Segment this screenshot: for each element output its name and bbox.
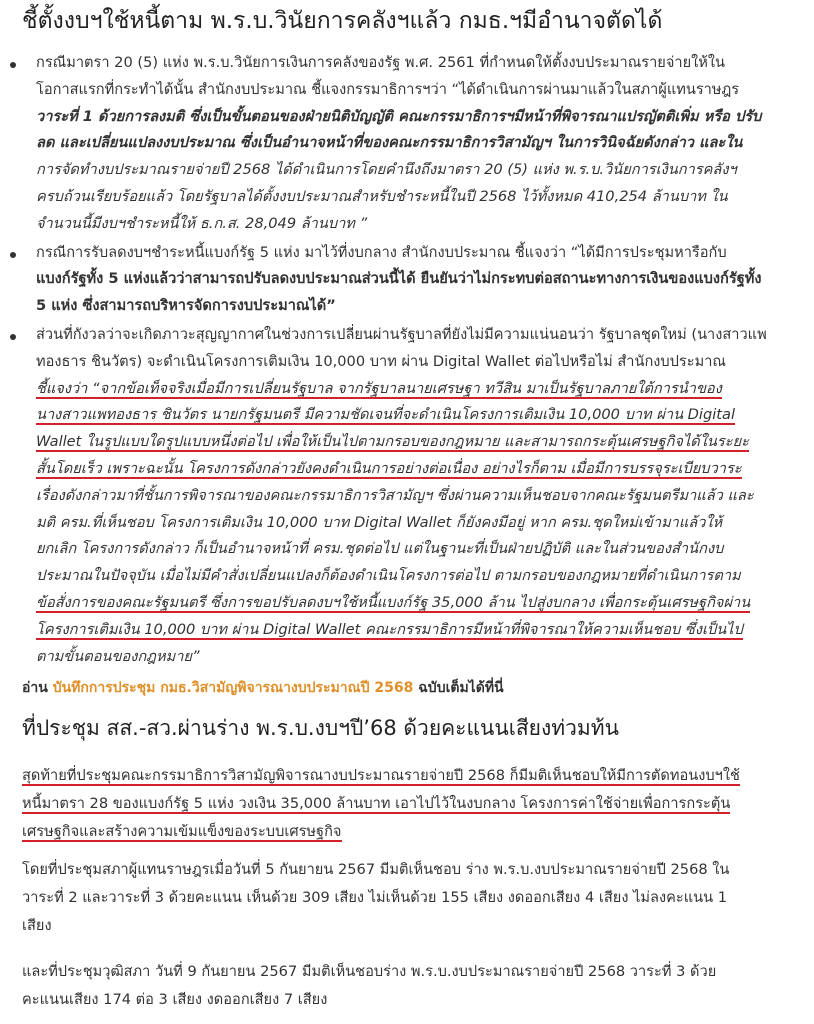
underlined-quote-line: ข้อสั่งการของคณะรัฐมนตรี ซึ่งการขอปรับลดงบฯใช้หนี้แบงก์รัฐ 35,000 ล้าน ไปสู่งบกลาง เพื่อกระตุ้นเศรษฐกิจผ่าน bbox=[36, 593, 751, 611]
article-heading: ชี้ตั้งงบฯใช้หนี้ตาม พ.ร.บ.วินัยการคลังฯแล้ว กมธ.ฯมีอำนาจตัดได้ bbox=[22, 8, 663, 34]
bullet-dot-icon bbox=[10, 62, 16, 68]
quote-line: ครบถ้วนเรียบร้อยแล้ว โดยรัฐบาลได้ตั้งงบประมาณสำหรับชำระหนี้ในปี 2568 ไว้ทั้งหมด 410,254 ล้านบาท ใน bbox=[36, 187, 728, 205]
bullet-item-1 bbox=[0, 50, 814, 238]
read-more-suffix: ฉบับเต็มได้ที่นี่ bbox=[418, 680, 504, 696]
quote-line: ลด และเปลี่ยนแปลงงบประมาณ ซึ่งเป็นอำนาจหน้าที่ของคณะกรรมาธิการวิสามัญฯ ในการวินิจฉัยดังกล่าว และใน bbox=[36, 134, 743, 152]
quote-line: 5 แห่ง ซึ่งสามารถบริหารจัดการงบประมาณได้” bbox=[36, 297, 336, 315]
text-line: เสียง bbox=[22, 917, 52, 934]
quote-line: เรื่องดังกล่าวมาที่ชั้นการพิจารณาของคณะกรรมาธิการวิสามัญฯ ซึ่งผ่านความเห็นชอบจากคณะรัฐมนตรีมาแล้ว และ bbox=[36, 486, 754, 504]
bullet-list bbox=[0, 50, 814, 672]
quote-line: จำนวนนี้มีงบฯชำระหนี้ให้ ธ.ก.ส. 28,049 ล้านบาท ” bbox=[36, 214, 368, 232]
quote-line: การจัดทำงบประมาณรายจ่ายปี 2568 ได้ดำเนินการโดยคำนึงถึงมาตรา 20 (5) แห่ง พ.ร.บ.วินัยการเงินการคลังฯ bbox=[36, 161, 737, 179]
bullet-item-3 bbox=[0, 322, 814, 670]
bullet-dot-icon bbox=[10, 252, 16, 258]
bullet-item-2 bbox=[0, 240, 814, 320]
senate-vote-paragraph bbox=[22, 958, 792, 1014]
text-line: กรณีมาตรา 20 (5) แห่ง พ.ร.บ.วินัยการเงินการคลังของรัฐ พ.ศ. 2561 ที่กำหนดให้ตั้งงบประมาณรายจ่ายให้ใน bbox=[36, 54, 725, 71]
underlined-quote-line: สั้นโดยเร็ว เพราะฉะนั้น โครงการดังกล่าวยังคงดำเนินการอย่างต่อเนื่อง อย่างไรก็ตาม เมื่อมีการบรรจุระเบียบวาระ bbox=[36, 459, 742, 477]
text-line: คะแนนเสียง 174 ต่อ 3 เสียง งดออกเสียง 7 เสียง bbox=[22, 991, 328, 1008]
read-more-prefix: อ่าน bbox=[22, 680, 48, 696]
quote-line: วาระที่ 1 ด้วยการลงมติ ซึ่งเป็นขั้นตอนของฝ่ายนิติบัญญัติ คณะกรรมาธิการฯมีหน้าที่พิจารณาแปรญัตติเพิ่ม หรือ ปรับ bbox=[36, 107, 762, 125]
text-line: กรณีการรับลดงบฯชำระหนี้แบงก์รัฐ 5 แห่ง มาไว้ที่งบกลาง สำนักงบประมาณ ชี้แจงว่า “ได้มีการประชุมหารือกับ bbox=[36, 243, 727, 261]
house-vote-paragraph bbox=[22, 856, 792, 940]
quote-line: ยกเลิก โครงการดังกล่าว ก็เป็นอำนาจหน้าที่ ครม.ชุดต่อไป แต่ในฐานะที่เป็นฝ่ายปฏิบัติ และในส่วนของสำนักงบ bbox=[36, 540, 724, 558]
underlined-text-line: สุดท้ายที่ประชุมคณะกรรมาธิการวิสามัญพิจารณางบประมาณรายจ่ายปี 2568 ก็มีมติเห็นชอบให้มีการตัดทอนงบฯใช้ bbox=[22, 767, 740, 784]
meeting-record-link[interactable]: บันทึกการประชุม กมธ.วิสามัญพิจารณางบประมาณปี 2568 bbox=[52, 680, 414, 696]
quote-line: แบงก์รัฐทั้ง 5 แห่งแล้วว่าสามารถปรับลดงบประมาณส่วนนี้ได้ ยืนยันว่าไม่กระทบต่อสถานะทางการเงินของแบงก์รัฐทั้ง bbox=[36, 270, 762, 288]
underlined-quote-line: ชี้แจงว่า “จากข้อเท็จจริงเมื่อมีการเปลี่ยนรัฐบาล จากรัฐบาลนายเศรษฐา ทวีสิน มาเป็นรัฐบาลภายใต้การนำของ bbox=[36, 379, 722, 397]
quote-line: ตามขั้นตอนของกฎหมาย” bbox=[36, 647, 200, 665]
quote-line: ประมาณในปัจจุบัน เมื่อไม่มีคำสั่งเปลี่ยนแปลงก็ต้องดำเนินโครงการต่อไป ตามกรอบของกฎหมายที่ดำเนินการตาม bbox=[36, 567, 741, 585]
section-heading: ที่ประชุม สส.-สว.ผ่านร่าง พ.ร.บ.งบฯปี’68 ด้วยคะแนนเสียงท่วมท้น bbox=[22, 716, 619, 740]
underlined-text-line: เศรษฐกิจและสร้างความเข้มแข็งของระบบเศรษฐกิจ bbox=[22, 823, 342, 840]
text-line: โดยที่ประชุมสภาผู้แทนราษฎรเมื่อวันที่ 5 กันยายน 2567 มีมติเห็นชอบ ร่าง พ.ร.บ.งบประมาณรายจ่ายปี 2568 ใน bbox=[22, 861, 730, 878]
text-line: วาระที่ 2 และวาระที่ 3 ด้วยคะแนน เห็นด้วย 309 เสียง ไม่เห็นด้วย 155 เสียง งดออกเสียง 4 เสียง ไม่ลงคะแนน 1 bbox=[22, 889, 727, 906]
read-more-line bbox=[22, 676, 504, 700]
underlined-quote-line: Wallet ในรูปแบบใดรูปแบบหนึ่งต่อไป เพื่อให้เป็นไปตามกรอบของกฎหมาย และสามารถกระตุ้นเศรษฐกิจได้ในระยะ bbox=[36, 433, 749, 451]
underlined-quote-line: โครงการเติมเงิน 10,000 บาท ผ่าน Digital Wallet คณะกรรมาธิการมีหน้าที่พิจารณาให้ความเห็นชอบ ซึ่งเป็นไป bbox=[36, 620, 743, 638]
text-line: ทองธาร ชินวัตร) จะดำเนินโครงการเติมเงิน 10,000 บาท ผ่าน Digital Wallet ต่อไปหรือไม่ สำนักงบประมาณ bbox=[36, 352, 726, 370]
underlined-quote-line: นางสาวแพทองธาร ชินวัตร นายกรัฐมนตรี มีความชัดเจนที่จะดำเนินโครงการเติมเงิน 10,000 บาท ผ่าน Digital bbox=[36, 406, 736, 424]
text-line: ส่วนที่กังวลว่าจะเกิดภาวะสุญญากาศในช่วงการเปลี่ยนผ่านรัฐบาลที่ยังไม่มีความแน่นอนว่า รัฐบาลชุดใหม่ (นางสาวแพ bbox=[36, 325, 767, 343]
text-line: และที่ประชุมวุฒิสภา วันที่ 9 กันยายน 2567 มีมติเห็นชอบร่าง พ.ร.บ.งบประมาณรายจ่ายปี 2568 วาระที่ 3 ด้วย bbox=[22, 963, 717, 980]
quote-line: มติ ครม.ที่เห็นชอบ โครงการเติมเงิน 10,000 บาท Digital Wallet ก็ยังคงมีอยู่ หาก ครม.ชุดใหม่เข้ามาแล้วให้ bbox=[36, 513, 723, 531]
underlined-text-line: หนี้มาตรา 28 ของแบงก์รัฐ 5 แห่ง วงเงิน 35,000 ล้านบาท เอาไปไว้ในงบกลาง โครงการค่าใช้จ่ายเพื่อการกระตุ้น bbox=[22, 795, 731, 812]
bullet-dot-icon bbox=[10, 334, 16, 340]
summary-paragraph bbox=[22, 762, 792, 846]
text-line: โอกาสแรกที่กระทำได้นั้น สำนักงบประมาณ ชี้แจงกรรมาธิการฯว่า “ได้ดำเนินการผ่านมาแล้วในสภาผู้แทนราษฎร bbox=[36, 80, 740, 98]
